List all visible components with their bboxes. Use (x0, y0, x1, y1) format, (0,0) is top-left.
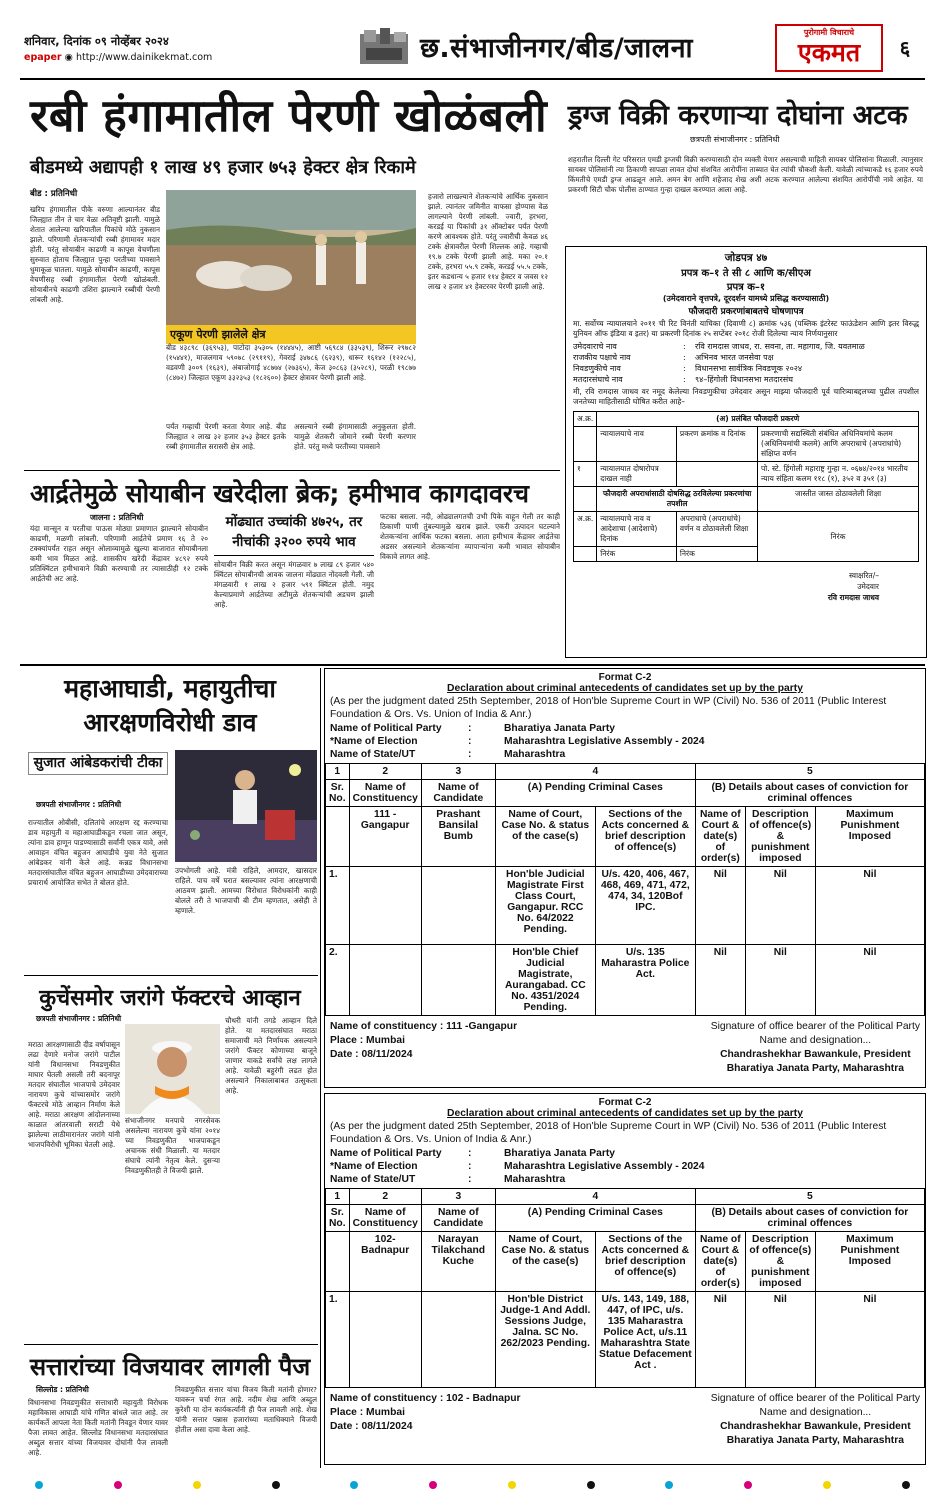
soybean-highlight: मोंढ्यात उच्चांकी ४७२५, तर नीचांकी ३२०० रुपये भाव (214, 512, 374, 556)
brand-tagline: पुरोगामी विचाराचे (803, 28, 855, 37)
candidate-affidavit (565, 246, 927, 658)
maha-headline: महाआघाडी, महायुतीचा आरक्षणविरोधी डाव (64, 674, 276, 737)
affidavit-signature: स्वाक्षरित/– उमेदवार रवि रामदास जाधव (827, 571, 879, 602)
affidavit-form-sub: प्रपत्र क–१ (726, 282, 766, 293)
format-title: Format C-2 (598, 1097, 652, 1108)
affidavit-row: उमेदवाराचे नाव : रवि रामदास जाधव, रा. सवना, ता. महागाव, जि. यवतमाळ (573, 342, 865, 351)
constituency-cell: 111 - Gangapur (349, 807, 421, 867)
maha-dateline: छत्रपती संभाजीनगर : प्रतिनिधी (36, 800, 122, 809)
format-declaration: Declaration about criminal antecedents of candidates set up by the party (447, 1108, 803, 1119)
sattar-column-2: निवडणुकीत सत्तार यांचा विजय किती मतांनी होणार? यावरून चर्चा रंगत आहे. नदीम शेख आणि अब्दुल कुरेशी या दोन कार्यकर्त्यांनी ही पैज लावली आहे. शेख यांनी सत्तार पन्नास हजारांच्या मताधिक्याने विजयी होतील असा दावा केला आहे. (175, 1385, 317, 1434)
rally-photo (175, 750, 317, 862)
format-title: Format C-2 (598, 672, 652, 683)
yellow-dot (193, 1481, 201, 1489)
section-rule (24, 470, 560, 471)
drugs-headline: ड्रग्ज विक्री करणाऱ्या दोघांना अटक (568, 100, 908, 131)
rabi-taluka-figures: बीड ४३८९८ (३६९५३), पाटोदा ३५३०५ (१४४४५), आष्टी ५६९८४ (३३५३९), शिरूर २९७८२ (१५४४१), माजलगाव ५९०७८ (२९११९), गेवराई ३४७८६ (६२३९), धारूर १६१४२ (१२२८५), वडवणी ३००९ (१६३९), अंबाजोगाई ४८७७४ (२७३६५), केज ३०८६३ (३५२८९), परळी १९८७७ (८४७२) जिल्हात एकूण ३३२३५३ (१८२६००) हेक्टर क्षेत्रावर पेरणी झाली आहे. (166, 343, 416, 382)
affidavit-title-1: (उमेदवाराने वृत्तपत्रे, दूरदर्शन यामध्ये प्रसिद्ध करण्यासाठी) (662, 294, 830, 303)
soybean-headline: आर्द्रतेमुळे सोयाबीन खरेदीला ब्रेक; हमीभाव कागदावरच (30, 479, 529, 508)
format-judgment: (As per the judgment dated 25th September, 2018 of Hon'ble Supreme Court in WP (Civil) No. 536 of 2011 (Public Interest Foundation & Ors. Vs. Union of India & Anr.) (330, 1121, 887, 1145)
affidavit-pending-table: अ.क्र. (अ) प्रलंबित फौजदारी प्रकरणे न्यायालयाचे नाव प्रकरण क्रमांक व दिनांक प्रकरणाची सद्यस्थिती संबंधित अधिनियमांचे कलम (अधिनियमांची कलमे) आणि अपराधाचे (अपराधांचे) संक्षिप्त वर्णन १ न्यायालयात दोषारोपत्र दाखल नाही पो. स्टे. हिंगोली महाराष्ट्र गुन्हा न. ०६७४/२०१४ भारतीय न्याय संहिता कलम ११८ (१), ३५२ व ३५१ (३) फौजदारी अपराधांसाठी दोषसिद्ध ठरविलेल्या प्रकरणांचा तपशील जास्तीत जास्त ठोठावलेली शिक्षा अ.क्र. न्यायालयाचे नाव व आदेशाचा (आदेशाचे) दिनांक अपराधाचे (अपराधांचे) वर्णन व ठोठावलेली शिक्षा निरंक निरंक निरंक (573, 411, 919, 562)
brand-logo (775, 24, 883, 72)
epaper-link[interactable]: http://www.dainikekmat.com (75, 52, 213, 63)
edition-title: छ.संभाजीनगर/बीड/जालना (420, 33, 694, 64)
jarange-column-3: चौथरी यांनी तगडे आव्हान दिले होते. या मतदारसंघात मराठा समाजाची मते निर्णायक असल्याने जरांगे फॅक्टर कोणाच्या बाजूने जाणार याकडे सर्वांचे लक्ष लागले आहे. यावेळी बहुरंगी लढत होत असल्याने निकालाबाबत उत्सुकता आहे. (225, 1016, 317, 1095)
rabi-column-4: पर्यंत गव्हाची पेरणी करता येणार आहे. बीड जिल्ह्यात २ लाख ३२ हजार ३५३ हेक्टर इतके रब्बी हंगामातील सरासरी क्षेत्र आहे. (166, 422, 286, 451)
state-row: Name of State/UT : Maharashtra (330, 1174, 566, 1185)
affidavit-row: निवडणुकीचे नाव : विधानसभा सार्वत्रिक निवडणूक २०२४ (573, 364, 803, 373)
constituency-cell: 102- Badnapur (349, 1232, 421, 1292)
jarange-column-1: मराठा आरक्षणासाठी दीड वर्षापासून लढा देणारे मनोज जरांगे पाटील यांनी विधानसभा निवडणुकीत माघार घेतली असली तरी बदनापूर मतदार संघातील भाजपाचे उमेदवार नारायण कुचे यांच्यासमोर जरांगे फॅक्टरचे मोठे आव्हान निर्माण केले आहे. मराठा आरक्षण आंदोलनाच्या काळात आंतरवाली सराटी येथे झालेल्या लाठीमारानंतर जरांगे यांनी भाजपविरोधी भूमिका घेतली आहे. (28, 1040, 120, 1149)
section-rule (20, 664, 925, 666)
sattar-dateline: सिल्लोड : प्रतिनिधी (36, 1385, 89, 1394)
main-headline: रबी हंगामातील पेरणी खोळंबली (30, 89, 548, 142)
state-row: Name of State/UT : Maharashtra (330, 749, 566, 760)
affidavit-declaration: मी, रवि रामदास जाधव वर नमूद केलेल्या निवडणुकीचा उमेदवार असून माझ्या फौजदारी पूर्व चारित्र्याबद्दलच्या पुढील तपशील जनतेच्या माहितीसाठी घोषित करीत आहे– (573, 387, 919, 406)
cyan-dot (350, 1481, 358, 1489)
sattar-column-1: विधानसभा निवडणुकीत सत्ताधारी महायुती विरोधक महाविकास आघाडी यांचे गणित बांधले जात आहे. तर कार्यकर्ते आपला नेता किती मतांनी निवडून येणार यावर पैजा लावत आहेत. सिल्लोड विधानसभा मतदारसंघात अब्दुल सत्तार यांच्या विजयावर दोघांनी पैज लावली आहे. (28, 1398, 168, 1457)
magenta-dot (744, 1481, 752, 1489)
rabi-column-3: हजारो लाखल्याने शेतकऱ्यांचे आर्थिक नुकसान झाले. त्यानंतर जमिनीत वाफसा होण्यास वेळ लागल्याने पेरणी लांबली. ज्वारी, हरभरा, करडई या पिकांची ३१ ऑक्टोबर पर्यंत पेरणी करणे आवश्यक होते. परंतु ज्वारीची केवळ ४६ टक्के क्षेत्रावरील पेरणी शिल्लक आहे. गव्हाची १९.७ टक्के पेरणी झाली आहे. मका २०.१ टक्के, हरभरा ५५.९ टक्के, करडई ५५.५ टक्के, इतर कडधान्य ५ हजार ११४ हेक्टर व जवस १२ लाख २ हजार ४१ हेक्टरवर पेरणी झाली आहे. (428, 192, 548, 291)
epaper-line (24, 52, 212, 63)
section-rule (24, 975, 318, 976)
case-row: 2. Hon'ble Chief Judicial Magistrate, Aurangabad. CC No. 4351/2024 Pending. U/s. 135 Maharastra Police Act. Nil Nil Nil (326, 945, 925, 1016)
main-subheadline: बीडमध्ये अद्यापही १ लाख ४९ हजार ७५३ हेक्टर क्षेत्र रिकामे (30, 157, 416, 178)
format-c2-gangapur (324, 668, 926, 1088)
black-dot (902, 1481, 910, 1489)
soybean-column-2: सोयाबीन विक्री करत असून मंगळवार ७ लाख ८९ हजार ५४० क्विंटल सोयाबीनची आवक जालना मोंढ्यात नोंदवली गेली. जी मंगळवारी १ लाख २ हजार ५९१ क्विंटल होती. नमुद केल्याप्रमाणे आर्द्रतेच्या अटीमुळे शेतकऱ्यांची अडचण झाली आहे. (214, 560, 374, 609)
format-c2-badnapur (324, 1093, 926, 1465)
candidate-cell: Narayan Tilakchand Kuche (421, 1232, 495, 1292)
soybean-column-1: यंदा मान्सून व परतीचा पाऊस मोठ्या प्रमाणात झाल्याने सोयाबीन काढणी, मळणी लांबली. परिणामी आर्द्रतेचे प्रमाण १६ ते २० टक्क्यांपर्यंत राहत असून ओलाव्यामुळे खुल्या बाजारात सोयाबीनला कमी भाव मिळत आहे. शासकीय खरेदी केंद्रावर ४८९२ रुपये प्रतिक्विंटल हमीभावाने विक्री करण्याची तर त्यासाठीही १२ टक्के आर्द्रतेची अट आहे. (30, 524, 208, 583)
brand-name: एकमत (797, 38, 861, 67)
yellow-dot (823, 1481, 831, 1489)
black-dot (587, 1481, 595, 1489)
masthead-rule (20, 78, 925, 80)
print-registration-bar (0, 1478, 945, 1492)
affidavit-row: मतदारसंघाचे नाव : ९४–हिंगोली विधानसभा मतदारसंघ (573, 375, 793, 384)
case-row: 1. Hon'ble Judicial Magistrate First Class Court, Gangapur. RCC No. 64/2022 Pending. U/s. 420, 406, 467, 468, 469, 471, 472, 474, 34, 120Bof IPC. Nil Nil Nil (326, 867, 925, 945)
candidate-cell: Prashant Bansilal Bumb (421, 807, 495, 867)
format-judgment: (As per the judgment dated 25th September, 2018 of Hon'ble Supreme Court in WP (Civil) No. 536 of 2011 (Public Interest Foundation & Ors. Vs. Union of India & Anr.) (330, 696, 887, 720)
issue-date: शनिवार, दिनांक ०९ नोव्हेंबर २०२४ (24, 34, 169, 48)
soybean-column-3: फटका बसला. नदी, ओढ्यालगतची उभी पिके वाहून गेली तर काही ठिकाणी पाणी तुंबल्यामुळे खराब झाले. एकरी उत्पादन घटल्याने शेतकऱ्यांना आर्थिक फटका बसला. आता हमीभाव केंद्रावर आर्द्रतेचा अडसर असल्याने शेतकऱ्यांना व्यापाऱ्यांना कमी भावात सोयाबीन विकावे लागत आहे. (380, 512, 560, 561)
column-rule (320, 668, 321, 1468)
affidavit-title-2: फौजदारी प्रकरणांबाबतचे घोषणापत्र (688, 307, 804, 317)
affidavit-form-no: जोडपत्र ४७ (724, 252, 768, 264)
cyan-dot (665, 1481, 673, 1489)
cyan-dot (35, 1481, 43, 1489)
election-row: *Name of Election : Maharashtra Legislative Assembly - 2024 (330, 736, 705, 747)
photo-caption: एकूण पेरणी झालेले क्षेत्र (166, 325, 416, 344)
drugs-dateline: छत्रपती संभाजीनगर : प्रतिनिधी (690, 135, 780, 144)
election-row: *Name of Election : Maharashtra Legislative Assembly - 2024 (330, 1161, 705, 1172)
globe-icon: ◉ (64, 52, 73, 63)
affidavit-form-line: प्रपत्र क–१ ते सी ८ आणि क/सीएअ (681, 268, 811, 279)
jarange-dateline: छत्रपती संभाजीनगर : प्रतिनिधी (36, 1014, 122, 1023)
case-row: 1. Hon'ble District Judge-1 And Addl. Sessions Judge, Jalna. SC No. 262/2023 Pending. U/s. 143, 149, 188, 447, of IPC, u/s. 135 Maharastra Police Act, u/s.11 Maharashtra State Statue Defacement Act . Nil Nil Nil (326, 1292, 925, 1388)
party-row: Name of Political Party : Bharatiya Janata Party (330, 723, 616, 734)
party-row: Name of Political Party : Bharatiya Janata Party (330, 1148, 616, 1159)
jarange-column-2: संभाजीनगर मनपाचे नगरसेवक असलेल्या नारायण कुचे यांना २०१४ च्या निवडणुकीत भाजपाकडून अचानक संधी मिळाली. या मतदार संघाचे त्यांनी नेतृत्व केले. दुसऱ्या निवडणुकीतही ते विजयी झाले. (125, 1116, 220, 1175)
page-number: ६ (888, 26, 922, 70)
criminal-cases-table: 1 2 3 4 5 Sr. No. Name of Constituency Name of Candidate (A) Pending Criminal Cases (B) Details about cases of conviction for criminal offences 111 - Gangapur Prashant Bansilal Bumb Name of Court, Case No. & status of the case(s) Sections of the Acts concerned & brief description of offence(s) Name of Court & date(s) of order(s) Description of offence(s) & punishment imposed Maximum Punishment Imposed 1. Hon'ble Judicial Magistrate First Class Court, Gangapur. RCC No. 64/2022 Pending. U/s. 420, 406, 467, 468, 469, 471, 472, 474, 34, 120Bof IPC. Nil Nil Nil 2. Hon'ble Chief Judicial Magistrate, Aurangabad. CC No. 4351/2024 Pending. U/s. 135 Maharastra Police Act. Nil Nil Nil (325, 763, 925, 1016)
black-dot (272, 1481, 280, 1489)
maha-column-1: राज्यातील ओबीसी, दलितांचे आरक्षण रद्द करण्याचा डाव महायुती व महाआघाडीकडून रचला जात असून, त्यांना डाव हाणून पाडण्यासाठी सर्वांनी एकत्र यावे, असे आवाहन वंचित बहुजन आघाडीचे युवा नेते सुजात आंबेडकर यांनी केले आहे. कन्नड विधानसभा मतदारसंघातील वंचित बहुजन आघाडीच्या उमेदवाराच्या प्रचारार्थ आयोजित सभेत ते बोलत होते. (28, 818, 168, 887)
maha-column-2: उपभोगली आहे. मंत्री राहिले, आमदार, खासदार राहिले. पाच वर्षे घरात बसल्यावर त्यांना आरक्षणाची आठवण झाली. आमच्या विरोधात विरोधकांनी काही बोलले तरी ते भाजपाची बी टीम म्हणतात, असेही ते म्हणाले. (175, 866, 317, 915)
format-footer: Name of constituency : 102 - Badnapur Place : Mumbai Date : 08/11/2024 Signature of office bearer of the Political Party Name and designation... Chandrashekhar Bawankule, President Bharatiya Janata Party, Maharashtra (330, 1393, 920, 1446)
magenta-dot (114, 1481, 122, 1489)
format-footer: Name of constituency : 111 -Gangapur Place : Mumbai Date : 08/11/2024 Signature of office bearer of the Political Party Name and designation... Chandrashekhar Bawankule, President Bharatiya Janata Party, Maharashtra (330, 1021, 920, 1074)
affidavit-intro: मा. सर्वोच्च न्यायालयाने २०११ ची रिट विनंती याचिका (दिवाणी ८) क्रमांक ५३६ (पब्लिक इंटरेस्ट फाऊंडेशन आणि इतर विरुद्ध युनियन ऑफ इंडिया व इतर) या प्रकरणी दिनांक २५ सप्टेंबर २०१८ रोजी दिलेल्या न्याय निर्णयानुसार (573, 319, 919, 338)
epaper-label: epaper (24, 52, 62, 63)
rabi-column-5: असल्याने रब्बी हंगामासाठी अनुकूलता होती. यामुळे शेतकरी जोमाने रब्बी पेरणी करणार होते. परंतु मध्ये परतीच्या पावसाने (294, 422, 416, 451)
sattar-headline: सत्तारांच्या विजयावर लागली पैज (29, 1353, 311, 1381)
farm-photo (166, 190, 416, 325)
magenta-dot (429, 1481, 437, 1489)
soybean-dateline: जालना : प्रतिनिधी (90, 513, 144, 522)
format-declaration: Declaration about criminal antecedents of candidates set up by the party (447, 683, 803, 694)
maha-subhead: सुजात आंबेडकरांची टीका (28, 752, 168, 775)
section-rule (24, 1344, 318, 1345)
jarange-headline: कुचेंसमोर जरांगे फॅक्टरचे आव्हान (39, 986, 301, 1011)
drugs-body: शहरातील दिल्ली गेट परिसरात एमडी ड्रग्जची विक्री करण्यासाठी दोन व्यक्ती येणार असल्याची माहिती सायबर पोलिसांना मिळाली. त्यानुसार सायबर पोलिसांनी त्या ठिकाणी सापळा लावत दोघां संशयित आरोपींना ताब्यात घेत त्यांची चौकशी केली. यावेळी त्यांच्याकडे १६ हजार रुपये किंमतीचे एमडी ड्रग्ज आढळून आले. अमन बेग आणि शहेजाद शेख अशी अटक करण्यात आलेल्या संशयित आरोपींची नावे आहेत. या प्रकरणी सिटी चौक पोलीस ठाण्यात गुन्हा दाखल करण्यात आला आहे. (568, 155, 923, 194)
criminal-cases-table: 1 2 3 4 5 Sr. No. Name of Constituency Name of Candidate (A) Pending Criminal Cases (B) Details about cases of conviction for criminal offences 102- Badnapur Narayan Tilakchand Kuche Name of Court, Case No. & status of the case(s) Sections of the Acts concerned & brief description of offence(s) Name of Court & date(s) of order(s) Description of offence(s) & punishment imposed Maximum Punishment Imposed 1. Hon'ble District Judge-1 And Addl. Sessions Judge, Jalna. SC No. 262/2023 Pending. U/s. 143, 149, 188, 447, of IPC, u/s. 135 Maharastra Police Act, u/s.11 Maharashtra State Statue Defacement Act . Nil Nil Nil (325, 1188, 925, 1388)
mast-logo-icon (358, 26, 410, 70)
rabi-column-1: खरिप हंगामातील पीके वरुणा आल्यानंतर बीड जिल्ह्यात तीन ते चार वेळा अतिवृष्टी झाली. यामुळे शेतात आलेल्या खरिपातील पिकांचे मोठे नुकसान झाले. परिणामी शेतकऱ्यांची रब्बी हंगामावर मदार होती. परंतु सोयाबीन काढणी व कापूस वेचणीला सुरुवात होताच जिल्ह्यात पुन्हा परतीच्या पावसाने धुमाकूळ घातला. यामुळे सोयाबीन काढणी, कापूस वेचणीसह रब्बी हंगामातील पेरणी खोळंबली. सोयाबीनचे काढणी उशिरा झाल्याने रब्बीची पेरणी लांबली आहे. (30, 205, 160, 304)
yellow-dot (508, 1481, 516, 1489)
affidavit-row: राजकीय पक्षाचे नाव : अभिनव भारत जनसेवा पक्ष (573, 353, 774, 362)
rabi-dateline: बीड : प्रतिनिधी (30, 189, 78, 199)
candidate-photo (125, 1024, 220, 1114)
